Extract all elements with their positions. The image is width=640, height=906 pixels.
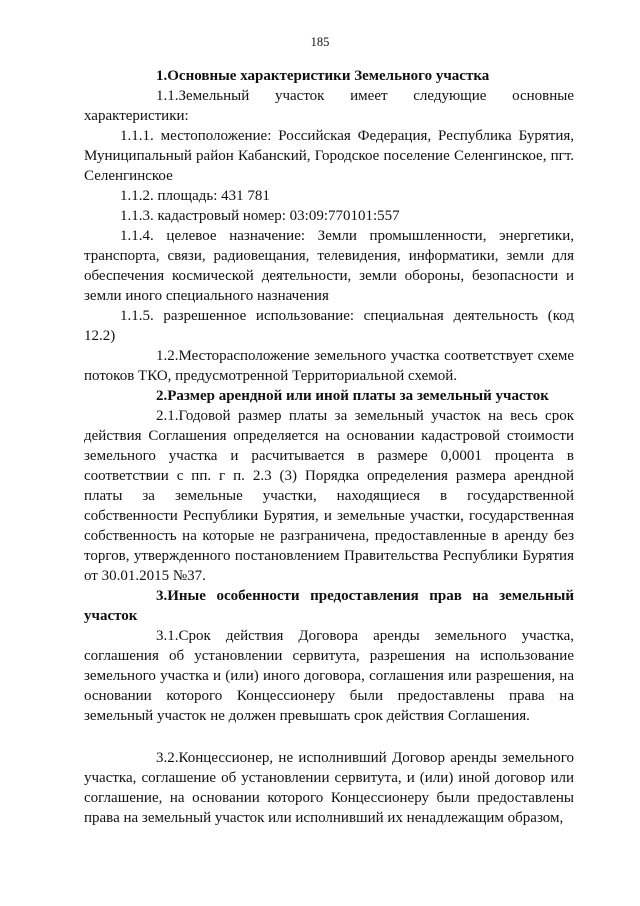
page-number: 185 <box>310 35 330 49</box>
paragraph-number: 2. <box>156 388 168 404</box>
paragraph-text: площадь: 431 781 <box>157 188 270 204</box>
paragraph-number: 1.1.3. <box>120 208 154 224</box>
paragraph-number: 3.2. <box>156 750 179 766</box>
paragraph-text: Концессионер, не исполнивший Договор аренды земельного участка, соглашение об установлении сервитута, и (или) иной договор или соглашение, на основании которого Концессионеру были предоставлены права на земельный участок или исполнивший их ненадлежащим образом, <box>84 750 574 826</box>
section-1-heading <box>84 66 574 86</box>
paragraph-text: Месторасположение земельного участка соответствует схеме потоков ТКО, предусмотренной Территориальной схемой. <box>84 348 574 384</box>
paragraph-number: 1.1.5. <box>120 308 154 324</box>
paragraph-spacer <box>84 726 574 748</box>
paragraph-1-1-4 <box>84 226 574 306</box>
paragraph-number: 1.1.1. <box>120 128 154 144</box>
paragraph-text: кадастровый номер: 03:09:770101:557 <box>157 208 400 224</box>
section-3-heading <box>84 586 574 626</box>
paragraph-3-1 <box>84 626 574 726</box>
paragraph-number: 2.1. <box>156 408 179 424</box>
paragraph-text: Срок действия Договора аренды земельного участка, соглашения об установлении сервитута, разрешения на использование земельного участка и (или) иного договора, соглашения или разрешения, на основании которого Концессионеру были предоставлены права на земельный участок не должен превышать срок действия Соглашения. <box>84 628 574 724</box>
paragraph-text: Земельный участок имеет следующие основные характеристики: <box>84 88 574 124</box>
paragraph-text: Годовой размер платы за земельный участок на весь срок действия Соглашения определяется на основании кадастровой стоимости земельного участка и расчитывается в размере 0,0001 процента в соответствии с пп. г п. 2.3 (3) Порядка определения размера арендной платы за земельные участки, находящиеся в государственной собственности Республики Бурятия, и земельные участки, государственная собственность на которые не разграничена, предоставленные в аренду без торгов, утвержденного постановлением Правительства Республики Бурятия от 30.01.2015 №37. <box>84 408 574 584</box>
paragraph-1-1-3 <box>84 206 574 226</box>
paragraph-text: разрешенное использование: специальная деятельность (код 12.2) <box>84 308 575 344</box>
paragraph-1-1-1 <box>84 126 574 186</box>
paragraph-text: Основные характеристики Земельного участка <box>167 68 490 84</box>
section-2-heading <box>84 386 574 406</box>
paragraph-1-2 <box>84 346 574 386</box>
paragraph-3-2 <box>84 748 574 828</box>
paragraph-number: 1.1.4. <box>120 228 154 244</box>
paragraph-1-1-2 <box>84 186 574 206</box>
paragraph-text: Иные особенности предоставления прав на земельный участок <box>84 588 574 624</box>
paragraph-1-1 <box>84 86 574 126</box>
paragraph-number: 1. <box>156 68 168 84</box>
paragraph-text: местоположение: Российская Федерация, Республика Бурятия, Муниципальный район Кабанский, Городское поселение Селенгинское, пгт. Селенгинское <box>84 128 574 184</box>
paragraph-number: 1.2. <box>156 348 179 364</box>
paragraph-number: 3. <box>156 588 168 604</box>
paragraph-text: Размер арендной или иной платы за земельный участок <box>167 388 549 404</box>
paragraph-number: 3.1. <box>156 628 179 644</box>
paragraph-text: целевое назначение: Земли промышленности, энергетики, транспорта, связи, радиовещания, телевидения, информатики, земли для обеспечения космической деятельности, земли обороны, безопасности и земли иного специального назначения <box>84 228 574 304</box>
paragraph-number: 1.1.2. <box>120 188 154 204</box>
document-body <box>84 66 574 828</box>
paragraph-1-1-5 <box>84 306 574 346</box>
paragraph-2-1 <box>84 406 574 586</box>
paragraph-number: 1.1. <box>156 88 179 104</box>
